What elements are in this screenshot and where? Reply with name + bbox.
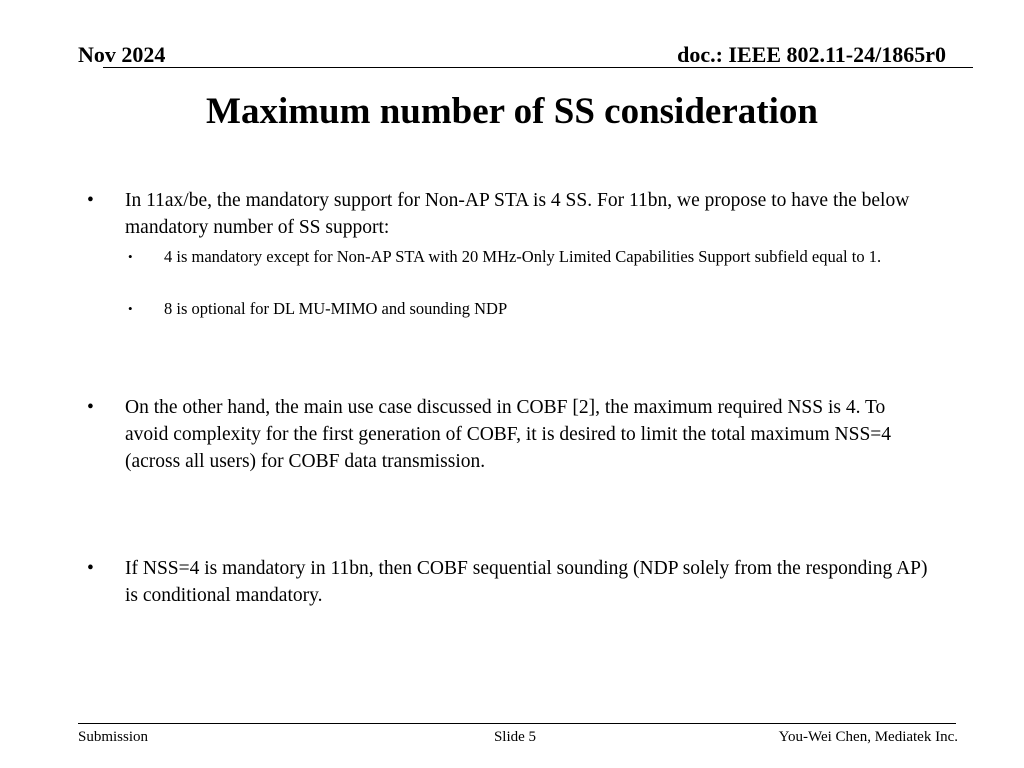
bullet-marker: • <box>87 190 94 211</box>
bullet-marker: • <box>87 397 94 418</box>
sub-bullet-1 <box>128 245 918 269</box>
footer-divider <box>78 723 956 724</box>
bullet-3 <box>87 555 932 609</box>
bullet-2-text: On the other hand, the main use case discussed in COBF [2], the maximum required NSS is 4. To avoid complexity for the first generation of COBF, it is desired to limit the total maximum NSS=4 (across all users) for COBF data transmission. <box>125 397 892 472</box>
bullet-marker: • <box>87 558 94 579</box>
sub-bullet-2-text: 8 is optional for DL MU-MIMO and sounding NDP <box>164 299 508 318</box>
footer-submission: Submission <box>78 729 149 745</box>
footer-slide-number: Slide 5 <box>493 729 537 745</box>
bullet-1-text: In 11ax/be, the mandatory support for Non-AP STA is 4 SS. For 11bn, we propose to have the below mandatory number of SS support: <box>125 190 910 238</box>
header-doc-id: doc.: IEEE 802.11-24/1865r0 <box>677 42 946 67</box>
sub-bullet-1-text: 4 is mandatory except for Non-AP STA with 20 MHz-Only Limited Capabilities Support subfield equal to 1. <box>164 247 882 266</box>
header-date: Nov 2024 <box>78 42 166 67</box>
bullet-1 <box>87 187 932 241</box>
footer-author: You-Wei Chen, Mediatek Inc. <box>778 729 958 745</box>
bullet-3-text: If NSS=4 is mandatory in 11bn, then COBF sequential sounding (NDP solely from the responding AP) is conditional mandatory. <box>125 558 928 606</box>
bullet-2 <box>87 394 932 475</box>
slide-title: Maximum number of SS consideration <box>206 91 818 132</box>
sub-bullet-marker: • <box>128 301 133 316</box>
sub-bullet-marker: • <box>128 249 133 264</box>
header-divider <box>103 67 973 68</box>
sub-bullet-2 <box>128 297 918 321</box>
